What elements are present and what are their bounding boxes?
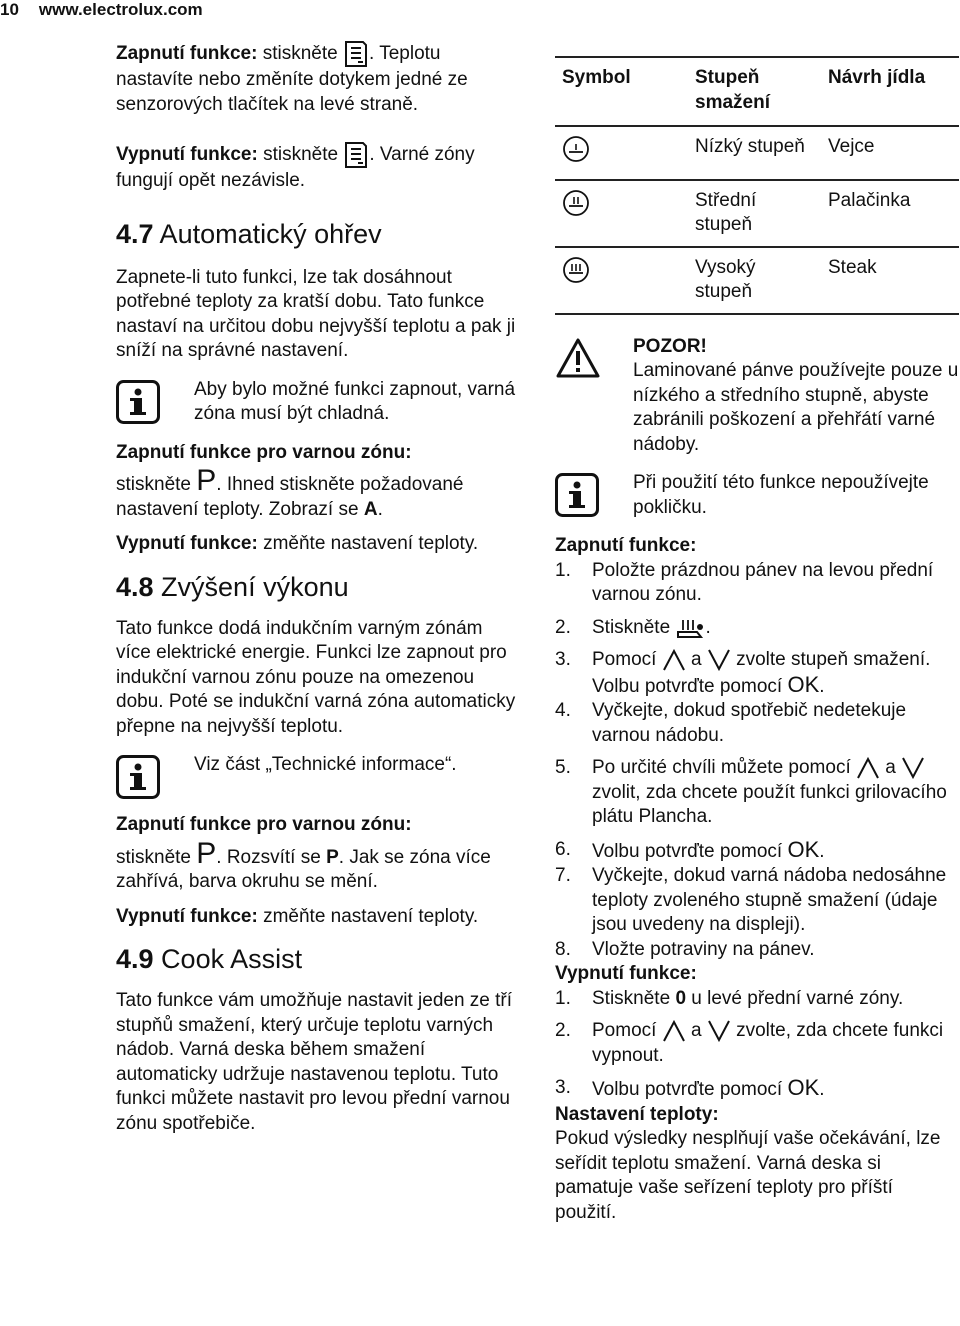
cook-assist-on-label: Zapnutí funkce: bbox=[555, 535, 697, 556]
section-body-4-9: Tato funkce vám umožňuje nastavit jeden ze tří stupňů smažení, který určuje teplotu varných nádob. Varná deska během smažení automaticky udržuje nastavenou teplotu. Tuto funkci můžete nastavit pro levou přední varnou zónu spotřebiče. bbox=[116, 990, 513, 1134]
info-note-text: Aby bylo možné funkci zapnout, varná zóna musí být chladná. bbox=[194, 378, 516, 424]
info-icon bbox=[116, 380, 160, 424]
section-heading-4-9: 4.9 Cook Assist bbox=[116, 944, 303, 974]
warning-note bbox=[555, 335, 959, 458]
list-item: 6. Volbu potvrďte pomocí OK. bbox=[555, 836, 825, 862]
frying-level-table bbox=[555, 56, 959, 315]
zone-on-text: stiskněte P. Rozsvítí se P. Jak se zóna více zahřívá, barva okruhu se mění. bbox=[116, 836, 491, 892]
up-arrow-icon bbox=[662, 648, 686, 672]
info-note bbox=[116, 378, 521, 427]
table-header: Symbol bbox=[555, 57, 688, 126]
warning-text: Laminované pánve používejte pouze u nízkého a středního stupně, abyste zabránili poškození a přehřátí varné nádoby. bbox=[633, 360, 959, 455]
p-glyph-icon: P bbox=[196, 464, 217, 497]
cook-assist-on-steps bbox=[555, 559, 959, 963]
zone-on-text: stiskněte P. Ihned stiskněte požadované nastavení teploty. Zobrazí se A. bbox=[116, 464, 464, 520]
medium-frying-icon bbox=[562, 189, 590, 217]
cook-assist-off-steps bbox=[555, 987, 959, 1103]
bridge-on-paragraph: Zapnutí funkce: stiskněte . Teplotu nastavíte nebo změníte dotykem jedné ze senzorových tlačítek na levé straně. bbox=[116, 40, 521, 117]
info-icon bbox=[116, 755, 160, 799]
high-frying-icon bbox=[562, 256, 590, 284]
info-note bbox=[116, 753, 521, 799]
up-arrow-icon bbox=[662, 1019, 686, 1043]
bridge-icon bbox=[343, 40, 369, 68]
section-body-4-8: Tato funkce dodá indukčním varným zónám více elektrické energie. Funkci lze zapnout pro indukční varnou zónu pouze na omezenou dobu. Poté se indukční varná zóna automaticky přepne na nejvyšší teplotu. bbox=[116, 617, 516, 737]
zone-off-text: Vypnutí funkce: změňte nastavení teploty. bbox=[116, 533, 479, 554]
down-arrow-icon bbox=[707, 1019, 731, 1043]
cook-assist-icon bbox=[675, 616, 705, 640]
p-glyph-icon: P bbox=[196, 836, 217, 870]
temp-setting-text: Pokud výsledky nesplňují vaše očekávání, lze seřídit teplotu smažení. Varná deska si pamatuje vaše seřízení teploty pro příští použití. bbox=[555, 1128, 941, 1223]
table-row: Vysoký stupeň Steak bbox=[555, 247, 959, 314]
list-item: 3. Volbu potvrďte pomocí OK. bbox=[555, 1075, 825, 1101]
low-frying-icon bbox=[562, 135, 590, 163]
zone-off-text: Vypnutí funkce: změňte nastavení teploty. bbox=[116, 905, 479, 927]
info-note bbox=[555, 471, 959, 520]
table-header-row bbox=[555, 57, 959, 126]
table-row: Střední stupeň Palačinka bbox=[555, 180, 959, 247]
section-body-4-7: Zapnete-li tuto funkci, lze tak dosáhnout potřebné teploty za kratší dobu. Tato funkce nastaví na určitou dobu nejvyšší teplotu a pak ji sníží na správné nastavení. bbox=[116, 266, 516, 361]
list-item: 3. Pomocí a zvolte stupeň smažení. Volbu potvrďte pomocí OK. bbox=[555, 649, 931, 697]
warning-title: POZOR! bbox=[633, 335, 707, 357]
up-arrow-icon bbox=[856, 756, 880, 780]
warning-icon bbox=[555, 337, 601, 379]
list-item: 2. Pomocí a zvolte, zda chcete funkci vypnout. bbox=[555, 1020, 944, 1066]
ok-icon: OK bbox=[787, 1075, 820, 1101]
list-item: 4. Vyčkejte, dokud spotřebič nedetekuje varnou nádobu. bbox=[555, 700, 907, 746]
list-item: 2. Stiskněte . bbox=[555, 616, 711, 638]
ok-icon: OK bbox=[787, 836, 820, 862]
temp-setting-label: Nastavení teploty: bbox=[555, 1103, 719, 1125]
zone-on-label: Zapnutí funkce pro varnou zónu: bbox=[116, 441, 412, 463]
zone-on-label: Zapnutí funkce pro varnou zónu: bbox=[116, 814, 412, 835]
table-header: Návrh jídla bbox=[821, 57, 959, 126]
section-heading-4-7: 4.7 Automatický ohřev bbox=[116, 218, 382, 249]
info-note-text: Viz část „Technické informace“. bbox=[194, 754, 457, 775]
table-header: Stupeň smažení bbox=[688, 57, 821, 126]
bridge-off-paragraph: Vypnutí funkce: stiskněte . Varné zóny fungují opět nezávisle. bbox=[116, 141, 521, 194]
down-arrow-icon bbox=[901, 756, 925, 780]
table-row: Nízký stupeň Vejce bbox=[555, 126, 959, 180]
cook-assist-off-label: Vypnutí funkce: bbox=[555, 963, 697, 985]
info-icon bbox=[555, 473, 599, 517]
left-column bbox=[116, 40, 521, 1136]
website: www.electrolux.com bbox=[38, 0, 203, 19]
section-heading-4-8: 4.8 Zvýšení výkonu bbox=[116, 571, 349, 602]
ok-icon: OK bbox=[787, 671, 820, 697]
page-number: 10 bbox=[0, 0, 19, 19]
list-item: 1. Položte prázdnou pánev na levou přední varnou zónu. bbox=[555, 559, 934, 605]
right-column bbox=[555, 56, 959, 1225]
list-item: 7. Vyčkejte, dokud varná nádoba nedosáhne teploty zvoleného stupně smažení (údaje jsou uvedeny na displeji). bbox=[555, 865, 947, 936]
page-header bbox=[0, 0, 203, 20]
list-item: 5. Po určité chvíli můžete pomocí a zvolit, zda chcete použít funkci grilovacího plátu Plancha. bbox=[555, 757, 947, 828]
list-item: 8. Vložte potraviny na pánev. bbox=[555, 938, 815, 960]
bridge-icon bbox=[343, 141, 369, 169]
list-item: 1. Stiskněte 0 u levé přední varné zóny. bbox=[555, 987, 904, 1009]
down-arrow-icon bbox=[707, 648, 731, 672]
info-note-text: Při použití této funkce nepoužívejte pokličku. bbox=[633, 472, 929, 518]
